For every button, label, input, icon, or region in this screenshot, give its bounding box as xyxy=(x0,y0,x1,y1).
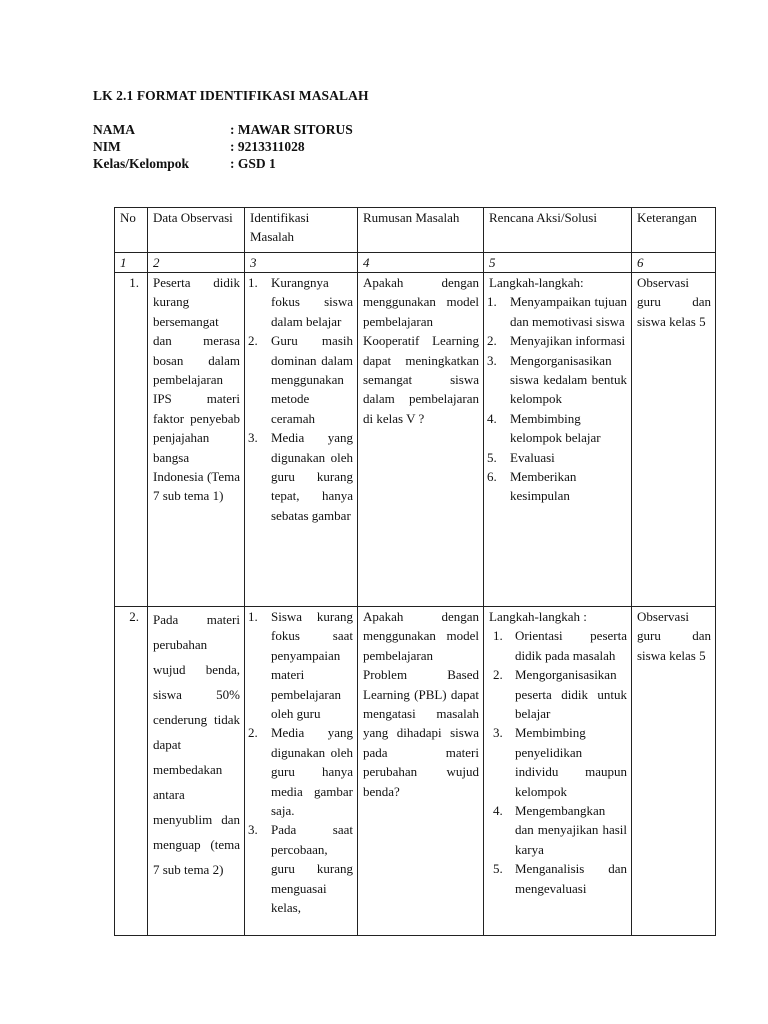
header-rencana-aksi: Rencana Aksi/Solusi xyxy=(484,208,632,253)
identity-block xyxy=(93,121,353,172)
problem-identification-table xyxy=(114,207,716,936)
column-number: 4 xyxy=(358,253,484,273)
identity-row-nim xyxy=(93,138,353,155)
rencana-cell xyxy=(484,607,632,936)
list-item: 2. Mengorganisasikan peserta didik untuk belajar xyxy=(493,667,627,722)
rencana-title: Langkah-langkah: xyxy=(489,275,584,290)
list-item: 2. Media yang digunakan oleh guru hanya media gambar saja. xyxy=(248,725,353,819)
identity-row-nama xyxy=(93,121,353,138)
rumusan-cell: Apakah dengan menggunakan model pembelajaran Kooperatif Learning dapat meningkatkan semangat siswa dalam pembelajaran di kelas V ? xyxy=(358,273,484,607)
identifikasi-list xyxy=(250,273,353,525)
identity-row-kelas xyxy=(93,155,353,172)
list-item: 3. Pada saat percobaan, guru kurang menguasai kelas, xyxy=(248,822,353,916)
header-keterangan: Keterangan xyxy=(632,208,716,253)
identity-value: : 9213311028 xyxy=(230,139,305,154)
list-item: 6. Memberikan kesimpulan xyxy=(487,469,577,504)
list-item: 2. Menyajikan informasi xyxy=(487,333,626,349)
rencana-title: Langkah-langkah : xyxy=(489,609,587,624)
column-number: 2 xyxy=(148,253,245,273)
rumusan-cell: Apakah dengan menggunakan model pembelajaran Problem Based Learning (PBL) dapat mengatasi masalah yang dihadapi siswa pada materi perubahan wujud benda? xyxy=(358,607,484,936)
list-item: 1. Orientasi peserta didik pada masalah xyxy=(493,628,627,663)
header-data-observasi: Data Observasi xyxy=(148,208,245,253)
identifikasi-list xyxy=(250,607,353,918)
rencana-cell xyxy=(484,273,632,607)
list-item: 1. Kurangnya fokus siswa dalam belajar xyxy=(248,275,353,329)
identity-label: Kelas/Kelompok xyxy=(93,156,190,171)
header-rumusan-masalah: Rumusan Masalah xyxy=(358,208,484,253)
table-row xyxy=(115,607,716,936)
list-item: 3. Mengorganisasikan siswa kedalam bentuk kelompok xyxy=(487,352,627,407)
identity-label: NAMA xyxy=(93,122,135,137)
rencana-list xyxy=(489,626,627,898)
row-number: 1. xyxy=(115,273,148,607)
list-item: 3. Membimbing penyelidikan individu maupun kelompok xyxy=(493,725,627,799)
data-observasi-cell: Pada materi perubahan wujud benda, siswa 50% cenderung tidak dapat membedakan antara menyublim dan menguap (tema 7 sub tema 2) xyxy=(148,607,245,936)
list-item: 1. Siswa kurang fokus saat penyampaian materi pembelajaran oleh guru xyxy=(248,609,353,722)
rencana-list xyxy=(489,292,627,505)
column-number: 5 xyxy=(484,253,632,273)
identity-value: : MAWAR SITORUS xyxy=(230,122,353,137)
list-item: 3. Media yang digunakan oleh guru kurang tepat, hanya sebatas gambar xyxy=(248,430,353,523)
list-item: 4. Membimbing kelompok belajar xyxy=(487,410,601,446)
column-number: 1 xyxy=(115,253,148,273)
list-item: 5. Evaluasi xyxy=(487,449,555,465)
keterangan-cell: Observasi guru dan siswa kelas 5 xyxy=(632,607,716,936)
header-no: No xyxy=(115,208,148,253)
identity-label: NIM xyxy=(93,139,121,154)
identifikasi-cell xyxy=(245,273,358,607)
list-item: 4. Mengembangkan dan menyajikan hasil karya xyxy=(493,803,627,857)
table-header-row xyxy=(115,208,716,253)
identifikasi-cell xyxy=(245,607,358,936)
identity-value: : GSD 1 xyxy=(230,156,276,171)
header-identifikasi-masalah: Identifikasi Masalah xyxy=(245,208,358,253)
data-observasi-cell: Peserta didik kurang bersemangat dan merasa bosan dalam pembelajaran IPS materi faktor penyebab penjajahan bangsa Indonesia (Tema 7 sub tema 1) xyxy=(148,273,245,607)
row-number: 2. xyxy=(115,607,148,936)
document-title: LK 2.1 FORMAT IDENTIFIKASI MASALAH xyxy=(93,88,369,103)
list-item: 5. Menganalisis dan mengevaluasi xyxy=(493,861,627,896)
list-item: 2. Guru masih dominan dalam menggunakan metode ceramah xyxy=(248,333,353,426)
column-number-row xyxy=(115,253,716,273)
table-row xyxy=(115,273,716,607)
list-item: 1. Menyampaikan tujuan dan memotivasi siswa xyxy=(487,294,627,329)
column-number: 6 xyxy=(632,253,716,273)
keterangan-cell: Observasi guru dan siswa kelas 5 xyxy=(632,273,716,607)
column-number: 3 xyxy=(245,253,358,273)
